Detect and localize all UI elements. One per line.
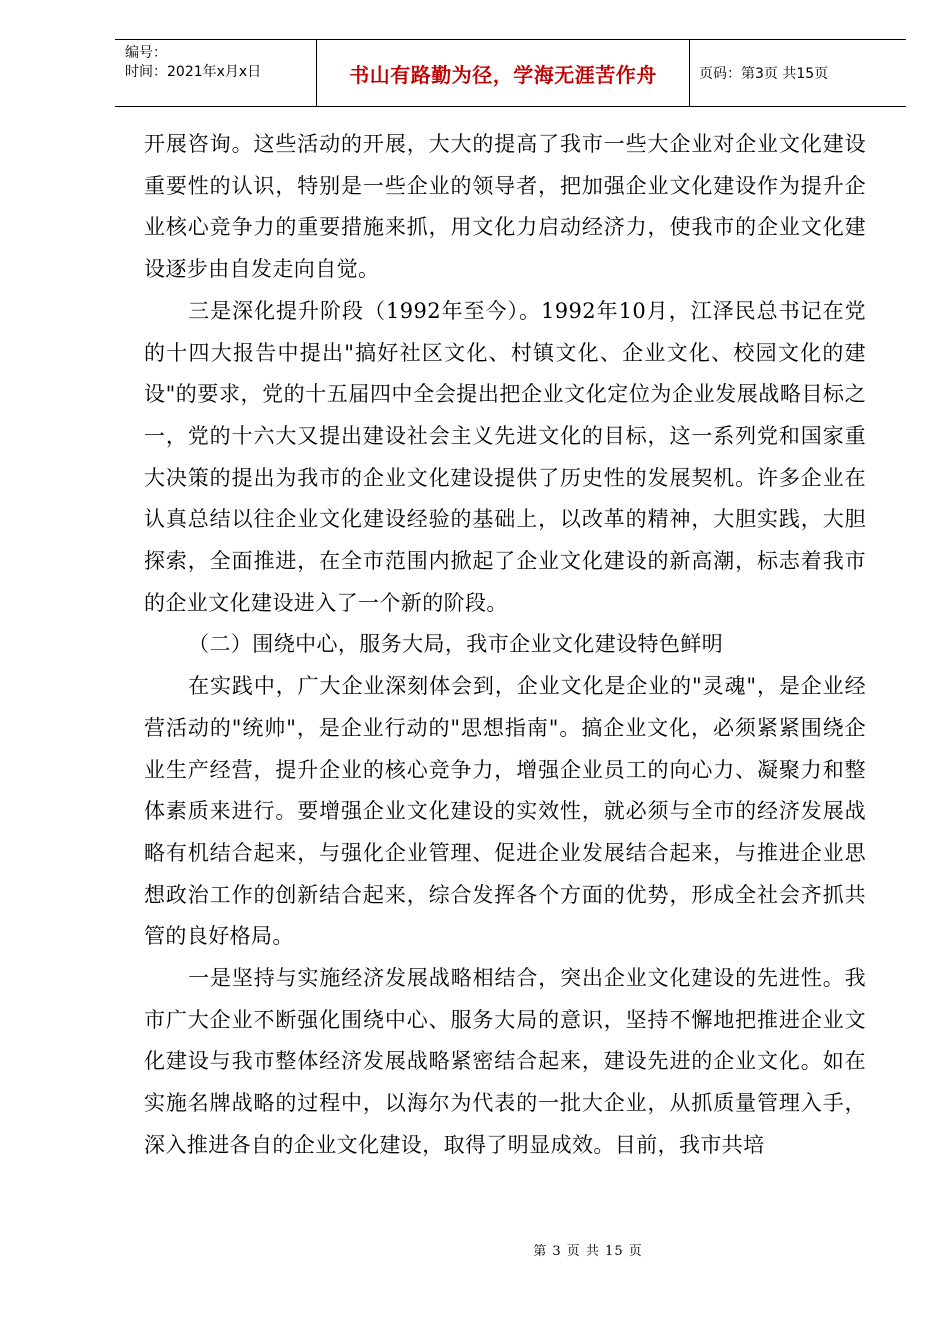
paragraph: 一是坚持与实施经济发展战略相结合，突出企业文化建设的先进性。我市广大企业不断强化围绕中心、服务大局的意识，坚持不懈地把推进企业文化建设与我市整体经济发展战略紧密结合起来，建设先进的企业文化。如在实施名牌战略的过程中，以海尔为代表的一批大企业，从抓质量管理入手，深入推进各自的企业文化建设，取得了明显成效。目前，我市共培 (144, 966, 866, 1157)
paragraph: 在实践中，广大企业深刻体会到，企业文化是企业的"灵魂"，是企业经营活动的"统帅"，是企业行动的"思想指南"。搞企业文化，必须紧紧围绕企业生产经营，提升企业的核心竞争力，增强企业员工的向心力、凝聚力和整体素质来进行。要增强企业文化建设的实效性，就必须与全市的经济发展战略有机结合起来，与强化企业管理、促进企业发展结合起来，与推进企业思想政治工作的创新结合起来，综合发挥各个方面的优势，形成全社会齐抓共管的良好格局。 (144, 674, 866, 949)
paragraph: 开展咨询。这些活动的开展，大大的提高了我市一些大企业对企业文化建设重要性的认识，特别是一些企业的领导者，把加强企业文化建设作为提升企业核心竞争力的重要措施来抓，用文化力启动经济力，使我市的企业文化建设逐步由自发走向自觉。 (144, 132, 866, 282)
header-slogan: 书山有路勤为径，学海无涯苦作舟 (317, 40, 690, 106)
document-number-label: 编号： (125, 45, 167, 61)
page-header (115, 39, 906, 107)
header-meta-cell (115, 40, 317, 106)
paragraph: 三是深化提升阶段（1992年至今）。1992年10月，江泽民总书记在党的十四大报告中提出"搞好社区文化、村镇文化、企业文化、校园文化的建设"的要求，党的十五届四中全会提出把企业文化定位为企业发展战略目标之一，党的十六大又提出建设社会主义先进文化的目标，这一系列党和国家重大决策的提出为我市的企业文化建设提供了历史性的发展契机。许多企业在认真总结以往企业文化建设经验的基础上，以改革的精神，大胆实践，大胆探索，全面推进，在全市范围内掀起了企业文化建设的新高潮，标志着我市的企业文化建设进入了一个新的阶段。 (144, 298, 866, 615)
document-time-label: 时间：2021年x月x日 (125, 64, 262, 80)
document-body (144, 124, 866, 1167)
page-footer: 第 3 页 共 15 页 (533, 1244, 643, 1259)
section-heading: （二）围绕中心，服务大局，我市企业文化建设特色鲜明 (188, 632, 724, 657)
header-page-info: 页码：第3页 共15页 (699, 66, 829, 82)
